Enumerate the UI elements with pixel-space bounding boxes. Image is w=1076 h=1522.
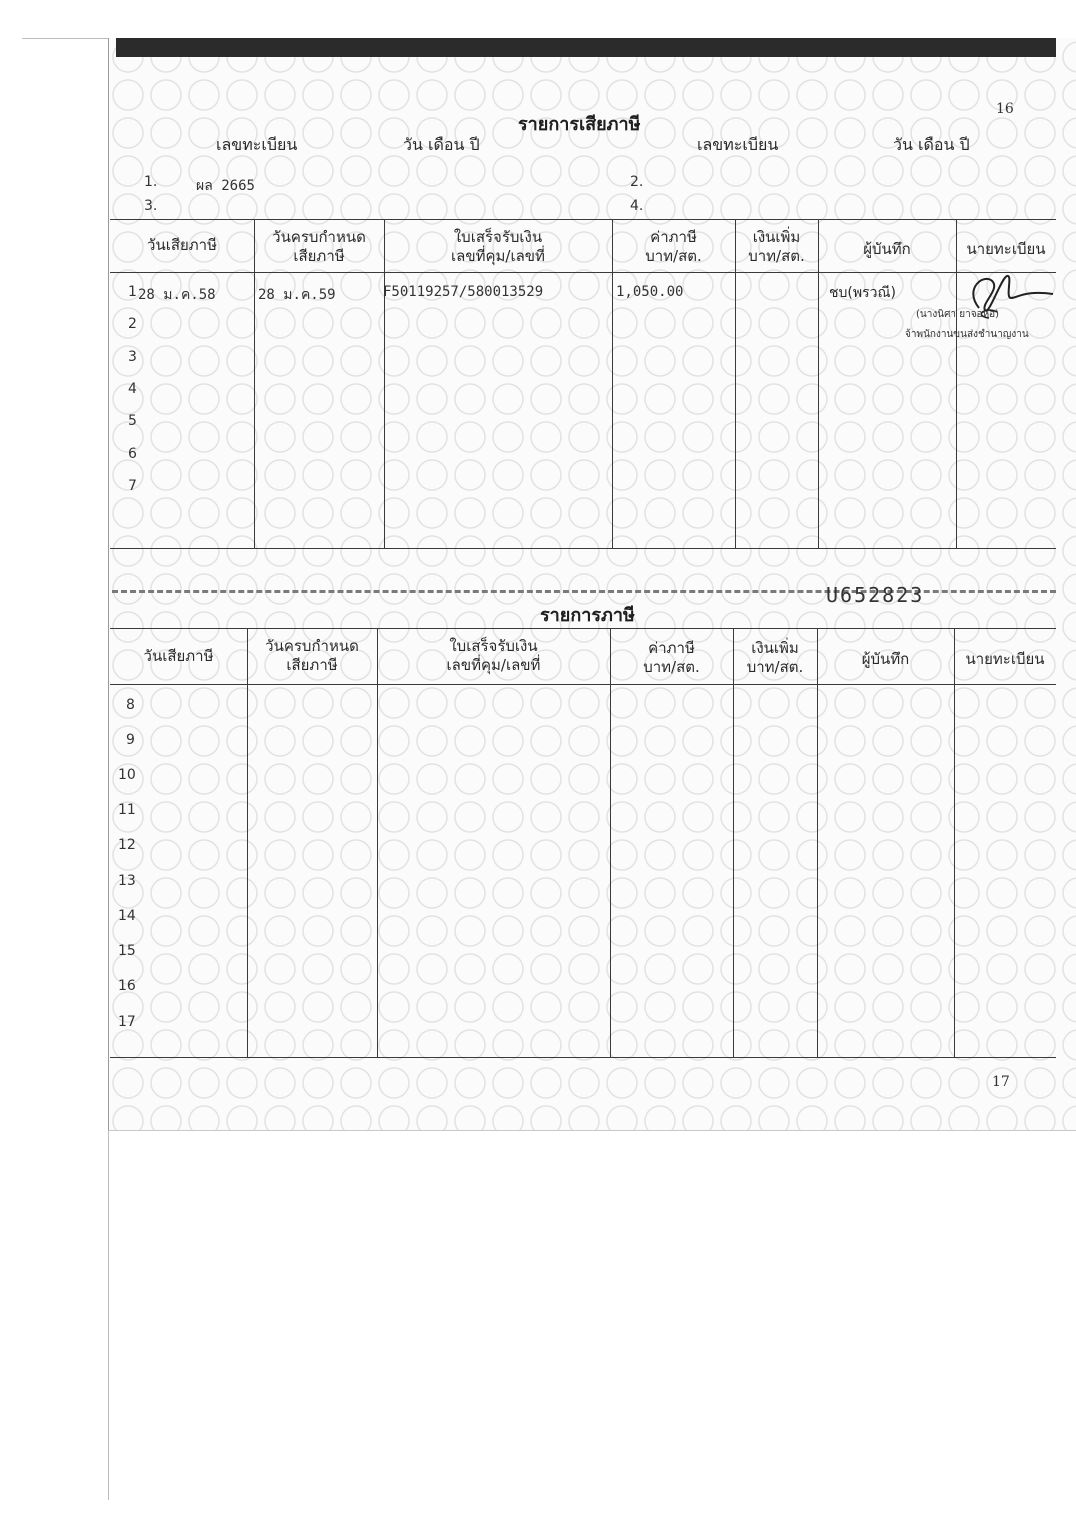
reg-value-1: ผล 2665	[196, 178, 255, 194]
col-header-receipt	[384, 228, 612, 266]
registrar-title: จ้าพนักงานขนส่งชำนาญงาน	[905, 329, 1029, 340]
col-header-registrar: นายทะเบียน	[966, 240, 1046, 258]
col-header-due-line2: เสียภาษี	[293, 247, 345, 265]
row-number: 6	[128, 446, 137, 462]
row-number: 11	[118, 802, 136, 818]
scan-margin-line	[108, 1130, 109, 1500]
col-header-extra-line1: เงินเพิ่ม	[751, 639, 799, 657]
row-number: 8	[126, 697, 135, 713]
col-header-due-line2: เสียภาษี	[286, 656, 338, 674]
col-header-due-line1: วันครบกำหนด	[272, 228, 366, 246]
row-number: 14	[118, 908, 136, 924]
row-number: 4	[128, 381, 137, 397]
col-header-receipt-line1: ใบเสร็จรับเงิน	[449, 637, 538, 655]
col-header-fee	[612, 228, 735, 266]
section2-title: รายการภาษี	[540, 605, 635, 626]
page-number-bottom: 17	[992, 1074, 1010, 1090]
reg-label-right: เลขทะเบียน	[697, 135, 779, 154]
col-header-tax-date: วันเสียภาษี	[147, 236, 217, 254]
col-header-extra	[735, 228, 818, 266]
scan-edge-line	[22, 38, 112, 39]
col-header-fee	[610, 639, 733, 677]
row-number: 9	[126, 732, 135, 748]
tax-date-value: 28 ม.ค.58	[138, 287, 216, 303]
col-header-receipt	[377, 637, 610, 675]
reg-number-3: 3.	[144, 198, 158, 214]
reg-number-1: 1.	[144, 174, 158, 190]
reg-number-4: 4.	[630, 198, 644, 214]
section1-title: รายการเสียภาษี	[518, 114, 641, 135]
row-number: 7	[128, 478, 137, 494]
col-header-receipt-line1: ใบเสร็จรับเงิน	[453, 228, 543, 246]
col-header-recorder: ผู้บันทึก	[861, 650, 910, 668]
recorder-value: ชบ(พรวณี)	[829, 285, 896, 301]
col-header-due-date	[247, 637, 377, 675]
row-number: 16	[118, 978, 136, 994]
serial-number: U652823	[826, 583, 925, 607]
document-sheet	[108, 38, 1076, 1131]
col-header-fee-line1: ค่าภาษี	[650, 228, 697, 246]
date-label-left: วัน เดือน ปี	[403, 135, 480, 154]
reg-number-2: 2.	[630, 174, 644, 190]
row-number: 13	[118, 873, 136, 889]
col-header-extra-line2: บาท/สต.	[746, 658, 804, 676]
row-number: 12	[118, 837, 136, 853]
row-number: 17	[118, 1014, 136, 1030]
col-header-recorder: ผู้บันทึก	[863, 240, 911, 258]
date-label-right: วัน เดือน ปี	[893, 135, 970, 154]
col-header-receipt-line2: เลขที่คุม/เลขที่	[446, 656, 541, 674]
page-number-top: 16	[996, 101, 1014, 117]
registrar-name: (นางนิศา ยาจอหอ)	[916, 309, 1000, 320]
col-header-fee-line2: บาท/สต.	[643, 658, 700, 676]
col-header-extra	[733, 639, 817, 677]
col-header-tax-date: วันเสียภาษี	[143, 647, 214, 665]
col-header-due-date	[254, 228, 384, 266]
reg-label-left: เลขทะเบียน	[216, 135, 298, 154]
col-header-extra-line2: บาท/สต.	[748, 247, 805, 265]
col-header-receipt-line2: เลขที่คุม/เลขที่	[451, 247, 545, 265]
col-header-due-line1: วันครบกำหนด	[265, 637, 359, 655]
col-header-extra-line1: เงินเพิ่ม	[752, 228, 801, 246]
top-binding-strip	[116, 38, 1056, 57]
row-number: 5	[128, 413, 137, 429]
fee-value: 1,050.00	[616, 284, 684, 300]
row-number: 10	[118, 767, 136, 783]
due-date-value: 28 ม.ค.59	[258, 287, 336, 303]
row-number: 2	[128, 316, 137, 332]
col-header-registrar: นายทะเบียน	[965, 650, 1045, 668]
receipt-value: F50119257/580013529	[383, 284, 544, 300]
col-header-fee-line2: บาท/สต.	[645, 247, 702, 265]
row-number: 1	[128, 284, 137, 300]
row-number: 3	[128, 349, 137, 365]
col-header-fee-line1: ค่าภาษี	[648, 639, 695, 657]
row-number: 15	[118, 943, 136, 959]
